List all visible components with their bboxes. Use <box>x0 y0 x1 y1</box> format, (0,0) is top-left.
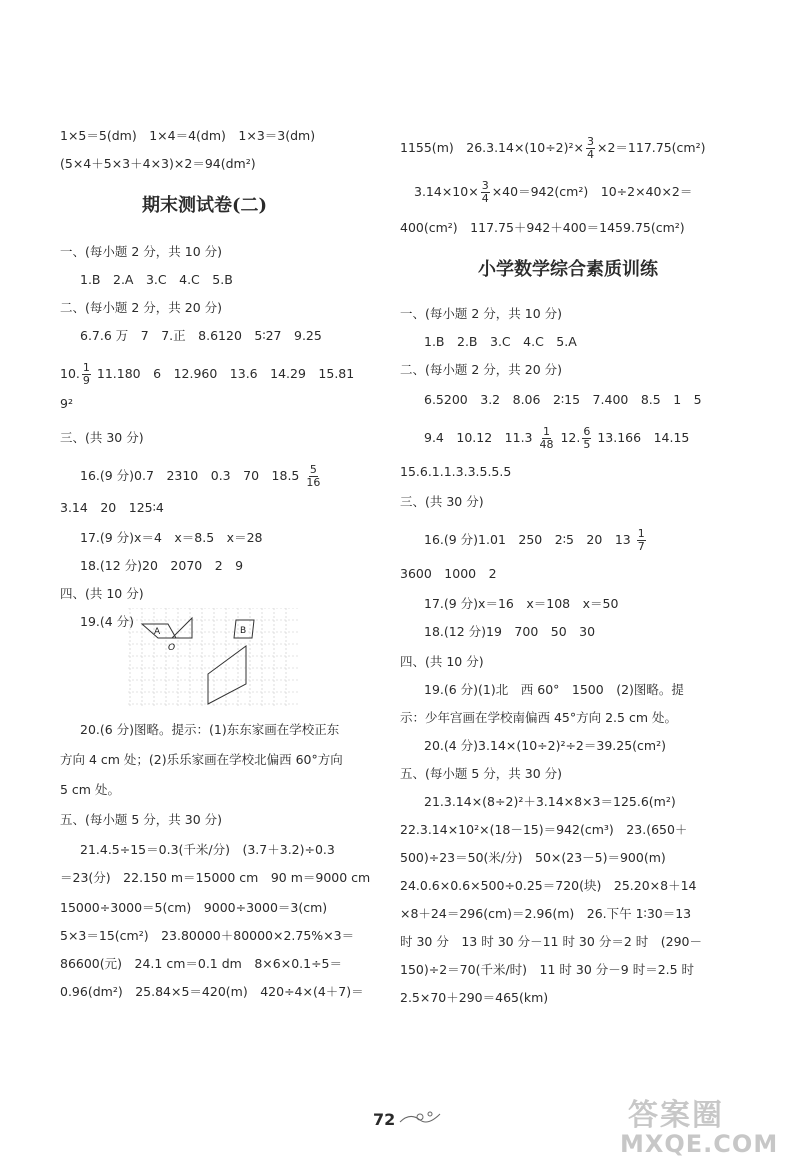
grid-figure <box>128 608 298 706</box>
answer-line: 86600(元) 24.1 cm＝0.1 dm 8×6×0.1÷5＝ <box>60 956 342 971</box>
q10-label: 10. <box>60 366 80 381</box>
answer-line: 24.0.6×0.6×500÷0.25＝720(块) 25.20×8＋14 <box>400 878 697 893</box>
section-heading: 五、(每小题 5 分，共 30 分) <box>60 812 223 827</box>
text-line: 1×5＝5(dm) 1×4＝4(dm) 1×3＝3(dm) <box>60 128 316 143</box>
answer-line: 3600 1000 2 <box>400 566 497 581</box>
answer-line: 20.(4 分)3.14×(10÷2)²÷2＝39.25(cm²) <box>424 738 666 753</box>
fraction <box>305 464 321 489</box>
section-heading: 三、(共 30 分) <box>400 494 484 509</box>
answer-text: ×40＝942(cm²) 10÷2×40×2＝ <box>491 184 693 199</box>
answer-line: 500)÷23＝50(米/分) 50×(23－5)＝900(m) <box>400 850 666 865</box>
fraction-denominator: 5 <box>583 438 591 451</box>
fraction-numerator: 5 <box>309 463 317 476</box>
answer-line: 15.6.1.1.3.3.5.5.5 <box>400 464 512 479</box>
fraction <box>637 528 646 553</box>
section-heading: 二、(每小题 2 分，共 20 分) <box>400 362 563 377</box>
answer-line: 20.(6 分)图略。提示：(1)东东家画在学校正东 <box>80 722 340 737</box>
fraction-denominator: 4 <box>587 148 594 161</box>
answer-line: 方向 4 cm 处；(2)乐乐家画在学校北偏西 60°方向 <box>60 752 343 767</box>
fraction-numerator: 1 <box>82 361 90 374</box>
answer-text: 1155(m) 26.3.14×(10÷2)²× <box>400 140 584 155</box>
fraction-numerator: 1 <box>542 425 550 438</box>
answer-text: 13.166 14.15 <box>597 430 690 445</box>
answer-line: 2.5×70＋290＝465(km) <box>400 990 549 1005</box>
section-heading: 一、(每小题 2 分，共 10 分) <box>400 306 563 321</box>
label-b: B <box>240 626 247 636</box>
answer-line: 5 cm 处。 <box>60 782 120 797</box>
fraction-numerator: 3 <box>481 179 489 192</box>
fraction-numerator: 1 <box>637 527 645 540</box>
answer-text: 16.(9 分)1.01 250 2∶5 20 13 <box>424 532 631 547</box>
fraction <box>82 362 91 387</box>
answer-line: 时 30 分 13 时 30 分－11 时 30 分＝2 时 (290－ <box>400 934 702 949</box>
answer-text: ×2＝117.75(cm²) <box>597 140 706 155</box>
fraction-denominator: 48 <box>539 438 554 451</box>
parallelogram <box>208 646 246 704</box>
section-title: 小学数学综合素质训练 <box>478 259 658 280</box>
answer-text: 9.4 10.12 11.3 <box>424 430 533 445</box>
label-o: O <box>168 643 176 653</box>
section-heading: 四、(共 10 分) <box>60 586 144 601</box>
fraction-denominator: 16 <box>306 476 321 489</box>
label-a: A <box>154 627 161 637</box>
section-heading: 一、(每小题 2 分，共 10 分) <box>60 244 223 259</box>
answer-line: 3.14 20 125∶4 <box>60 500 164 515</box>
answer-line: ×8＋24＝296(cm)＝2.96(m) 26.下午 1∶30＝13 <box>400 906 692 921</box>
answer-line: 17.(9 分)x＝4 x＝8.5 x＝28 <box>80 530 263 545</box>
answer-line <box>80 464 323 489</box>
section-heading: 五、(每小题 5 分，共 30 分) <box>400 766 563 781</box>
fraction-numerator: 6 <box>583 425 591 438</box>
text-line: (5×4＋5×3＋4×3)×2＝94(dm²) <box>60 156 256 171</box>
answer-text: 11.180 6 12.960 13.6 14.29 15.81 <box>96 366 355 381</box>
answer-line: 18.(12 分)19 700 50 30 <box>424 624 596 639</box>
answer-line: 19.(6 分)(1)北 西 60° 1500 (2)图略。提 <box>424 682 684 697</box>
fraction <box>481 180 490 205</box>
answer-line: ＝23(分) 22.150 m＝15000 cm 90 m＝9000 cm <box>60 870 371 885</box>
answer-line <box>60 362 354 387</box>
answer-line: 17.(9 分)x＝16 x＝108 x＝50 <box>424 596 619 611</box>
answer-line: 示：少年宫画在学校南偏西 45°方向 2.5 cm 处。 <box>400 710 677 725</box>
answer-line: 150)÷2＝70(千米/时) 11 时 30 分－9 时＝2.5 时 <box>400 962 695 977</box>
fraction-denominator: 4 <box>481 192 489 205</box>
answer-text: 12. <box>560 430 581 445</box>
answer-line: 18.(12 分)20 2070 2 9 <box>80 558 244 573</box>
fraction <box>586 136 595 161</box>
answer-text: 16.(9 分)0.7 2310 0.3 70 18.5 <box>80 468 300 483</box>
answer-line: 21.3.14×(8÷2)²＋3.14×8×3＝125.6(m²) <box>424 794 676 809</box>
answer-line: 1.B 2.B 3.C 4.C 5.A <box>424 334 577 349</box>
answer-line: 0.96(dm²) 25.84×5＝420(m) 420÷4×(4＋7)＝ <box>60 984 364 999</box>
section-heading: 二、(每小题 2 分，共 20 分) <box>60 300 223 315</box>
fraction-denominator: 7 <box>637 540 645 553</box>
watermark-logo: 答案圈 <box>628 1098 724 1133</box>
answer-text: 3.14×10× <box>414 184 479 199</box>
section-heading: 四、(共 10 分) <box>400 654 484 669</box>
section-heading: 三、(共 30 分) <box>60 430 144 445</box>
fraction-numerator: 3 <box>587 135 594 148</box>
triangle <box>172 618 192 638</box>
fraction-denominator: 9 <box>82 374 90 387</box>
answer-line <box>424 528 648 553</box>
fraction <box>538 426 554 451</box>
answer-line: 1.B 2.A 3.C 4.C 5.B <box>80 272 233 287</box>
answer-line <box>400 136 705 161</box>
answer-line: 21.4.5÷15＝0.3(千米/分) (3.7＋3.2)÷0.3 <box>80 842 335 857</box>
answer-line: 15000÷3000＝5(cm) 9000÷3000＝3(cm) <box>60 900 328 915</box>
fraction <box>582 426 591 451</box>
answer-line: 19.(4 分) <box>80 614 135 629</box>
answer-line <box>414 180 692 205</box>
answer-line: 400(cm²) 117.75＋942＋400＝1459.75(cm²) <box>400 220 685 235</box>
watermark-url: MXQE.COM <box>620 1130 779 1158</box>
answer-line <box>424 426 689 451</box>
section-title: 期末测试卷(二) <box>142 195 268 216</box>
answer-line: 6.5200 3.2 8.06 2∶15 7.400 8.5 1 5 <box>424 392 702 407</box>
answer-line: 6.7.6 万 7 7.正 8.6120 5∶27 9.25 <box>80 328 322 343</box>
page-number: 72 <box>373 1110 396 1129</box>
flower-ornament-icon <box>398 1108 444 1128</box>
answer-line: 5×3＝15(cm²) 23.80000＋80000×2.75%×3＝ <box>60 928 355 943</box>
answer-line: 22.3.14×10²×(18－15)＝942(cm³) 23.(650＋ <box>400 822 688 837</box>
answer-line: 9² <box>60 396 73 411</box>
